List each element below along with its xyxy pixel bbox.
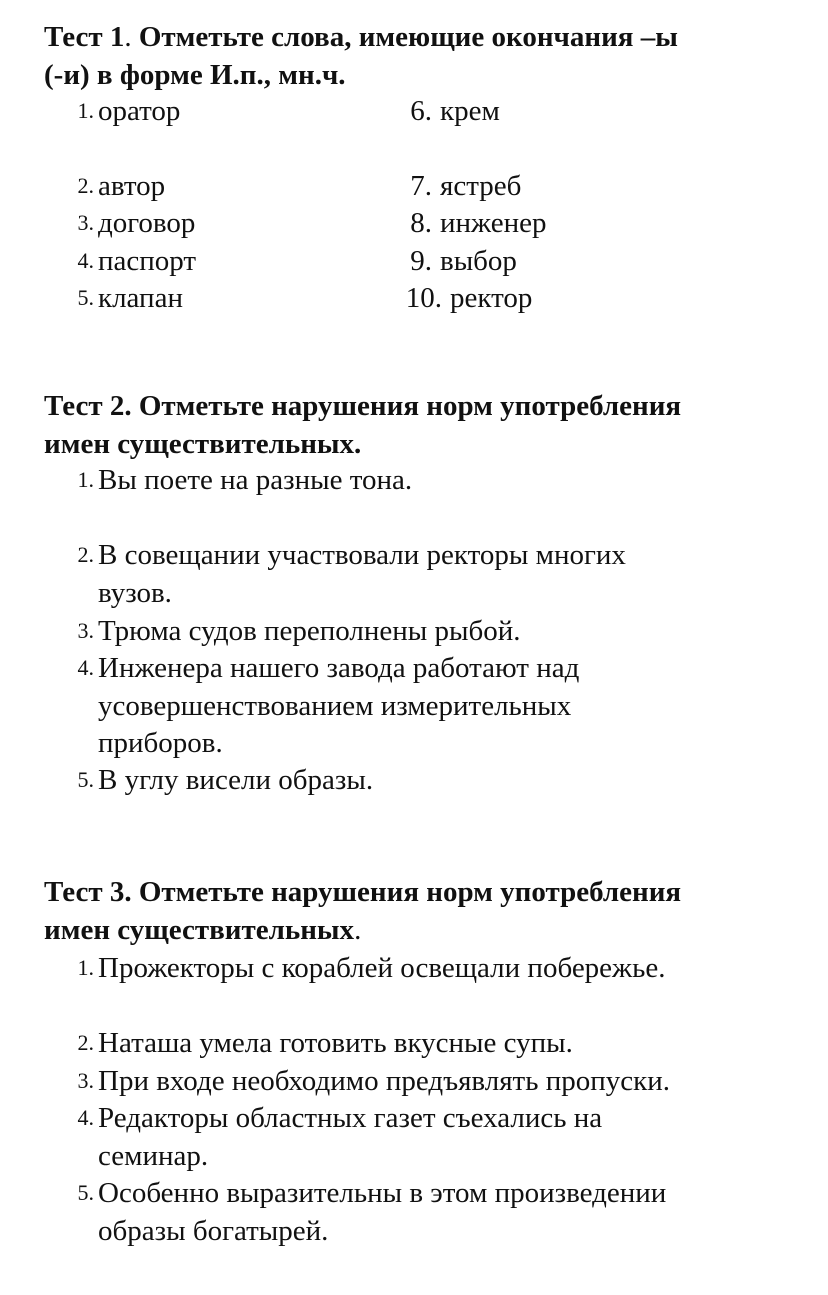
- test3-item-5-num: 5.: [77, 1180, 94, 1205]
- test2-item-5-num: 5.: [77, 767, 94, 792]
- test1-item-1-text: оратор: [98, 95, 181, 127]
- test1-title-sep: .: [124, 21, 139, 53]
- test1-title-label: Тест 1: [44, 21, 125, 53]
- test1-item-3-num: 3.: [77, 210, 94, 235]
- test2-item-2-line-2: вузов.: [98, 577, 172, 609]
- test1-item-10-num: 10.: [405, 282, 442, 314]
- test2-title-line1: Тест 2. Отметьте нарушения норм употребления: [44, 390, 682, 422]
- test1-item-8-num: 8.: [410, 207, 432, 239]
- test1-title-question: Отметьте слова, имеющие окончания –ы: [138, 21, 678, 53]
- test1-item-6-text: крем: [440, 95, 500, 127]
- test2-item-1-num: 1.: [77, 467, 94, 492]
- test2-title-line2: имен существительных.: [44, 428, 362, 460]
- test3-item-4-num: 4.: [77, 1105, 94, 1130]
- test3-item-5-line-2: образы богатырей.: [98, 1215, 329, 1247]
- test1-item-1-num: 1.: [77, 98, 94, 123]
- test1-item-2-num: 2.: [77, 173, 94, 198]
- test3-title: [44, 873, 804, 949]
- test1-item-9-text: выбор: [440, 245, 517, 277]
- test1-item-2-text: автор: [98, 170, 166, 202]
- test3-title-line1: Тест 3. Отметьте нарушения норм употребления: [44, 876, 682, 908]
- test1-item-8-text: инженер: [440, 207, 547, 239]
- test1-item-4-num: 4.: [77, 248, 94, 273]
- test3-item-4-line-1: Редакторы областных газет съехались на: [98, 1102, 603, 1134]
- test3-title-period: .: [354, 914, 362, 946]
- test1-item-3-text: договор: [98, 207, 196, 239]
- test1-item-7-num: 7.: [410, 170, 432, 202]
- test1-item-4-text: паспорт: [98, 245, 197, 277]
- test2-item-4-line-2: усовершенствованием измерительных: [98, 690, 572, 722]
- test3-item-2-line-1: Наташа умела готовить вкусные супы.: [98, 1027, 573, 1059]
- test2-item-1-line-1: Вы поете на разные тона.: [98, 464, 413, 496]
- test2-item-2-num: 2.: [77, 542, 94, 567]
- test2-title: [44, 387, 804, 463]
- test1-title: [44, 18, 804, 94]
- test3-item-2-num: 2.: [77, 1030, 94, 1055]
- test2-item-4-line-3: приборов.: [98, 727, 223, 759]
- test3-item-3-num: 3.: [77, 1068, 94, 1093]
- test1-item-5-text: клапан: [98, 282, 183, 314]
- test2-item-4-line-1: Инженера нашего завода работают над: [98, 652, 580, 684]
- test3-title-line2: имен существительных: [44, 914, 355, 946]
- test2-item-2-line-1: В совещании участвовали ректоры многих: [98, 539, 626, 571]
- test2-item-4-num: 4.: [77, 655, 94, 680]
- test3-item-5-line-1: Особенно выразительны в этом произведении: [98, 1177, 667, 1209]
- test2-item-3-num: 3.: [77, 618, 94, 643]
- test3-item-1-line-1: Прожекторы с кораблей освещали побережье.: [98, 952, 666, 984]
- test1-item-7-text: ястреб: [440, 170, 522, 202]
- test1-item-9-num: 9.: [410, 245, 432, 277]
- test1-item-6-num: 6.: [410, 95, 432, 127]
- test3-item-1-num: 1.: [77, 955, 94, 980]
- test1-item-5-num: 5.: [77, 285, 94, 310]
- test3-item-4-line-2: семинар.: [98, 1140, 209, 1172]
- test2-item-3-line-1: Трюма судов переполнены рыбой.: [98, 615, 521, 647]
- test1-item-10-text: ректор: [450, 282, 533, 314]
- test3-item-3-line-1: При входе необходимо предъявлять пропуски.: [98, 1065, 670, 1097]
- test2-item-5-line-1: В углу висели образы.: [98, 764, 374, 796]
- test1-title-question-cont: (-и) в форме И.п., мн.ч.: [44, 59, 346, 91]
